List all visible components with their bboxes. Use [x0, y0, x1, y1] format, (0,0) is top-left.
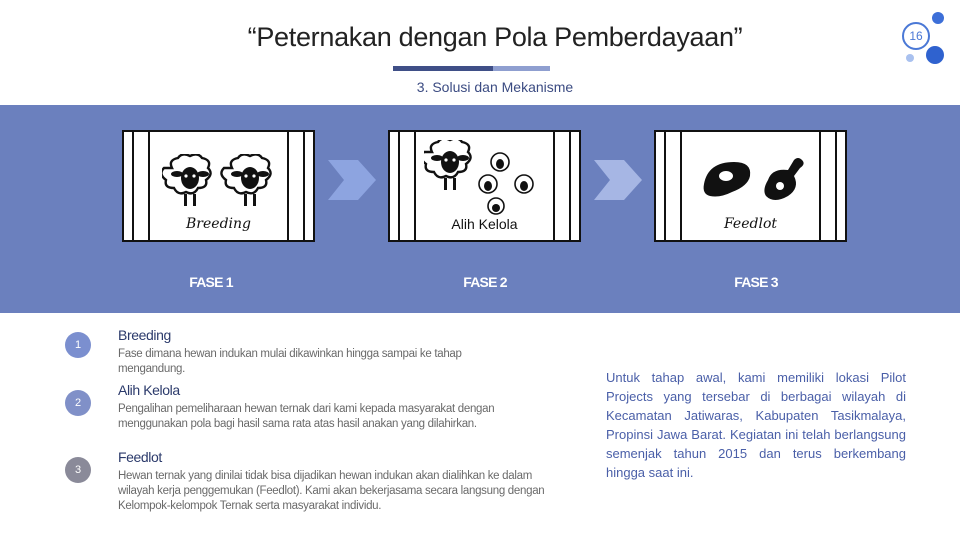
item-heading: Feedlot: [118, 449, 162, 465]
chevron-right-icon: [594, 160, 642, 200]
item-number: 3: [65, 457, 91, 483]
pilot-project-note: Untuk tahap awal, kami memiliki lokasi Pilot Projects yang tersebar di berbagai wilayah di Kecamatan Jatiwaras, Kabupaten Tasikmalaya, Propinsi Jawa Barat. Kegiatan ini telah berlangsung semenjak tahun 2015 dan terus berkembang hingga saat ini.: [606, 370, 906, 480]
section-subtitle: 3. Solusi dan Mekanisme: [416, 79, 574, 95]
decor-dot: [906, 54, 914, 62]
sheep-icon: [162, 154, 282, 210]
fase-label: FASE 1: [189, 274, 233, 290]
phase-card-feedlot: [654, 130, 847, 242]
decor-dot: [926, 46, 944, 64]
page-title: “Peternakan dengan Pola Pemberdayaan”: [247, 22, 743, 52]
card-label: Feedlot: [723, 216, 777, 232]
title-underline-dark: [393, 66, 493, 71]
sheep-group-icon: [424, 140, 550, 216]
meat-icon: [698, 150, 808, 206]
card-label: Alih Kelola: [451, 216, 518, 232]
title-underline-light: [493, 66, 550, 71]
item-number: 1: [65, 332, 91, 358]
chevron-right-icon: [328, 160, 376, 200]
card-label: Breeding: [186, 216, 251, 232]
decor-dot: [932, 12, 944, 24]
fase-label: FASE 3: [734, 274, 778, 290]
item-body: Hewan ternak yang dinilai tidak bisa dijadikan hewan indukan akan dialihkan ke dalam wilayah kerja penggemukan (Feedlot). Kami akan bekerjasama secara langsung dengan Kelompok-kelompok Ternak serta masyarakat individu.: [118, 470, 545, 512]
phase-card-breeding: [122, 130, 315, 242]
item-body: Fase dimana hewan indukan mulai dikawinkan hingga sampai ke tahap mengandung.: [118, 348, 462, 375]
item-heading: Alih Kelola: [118, 382, 180, 398]
page-number: 16: [902, 22, 930, 50]
fase-label: FASE 2: [463, 274, 507, 290]
phase-card-alih-kelola: [388, 130, 581, 242]
item-body: Pengalihan pemeliharaan hewan ternak dari kami kepada masyarakat dengan menggunakan pola bagi hasil sama rata atas hasil anakan yang dilahirkan.: [118, 403, 495, 430]
item-heading: Breeding: [118, 327, 171, 343]
item-number: 2: [65, 390, 91, 416]
